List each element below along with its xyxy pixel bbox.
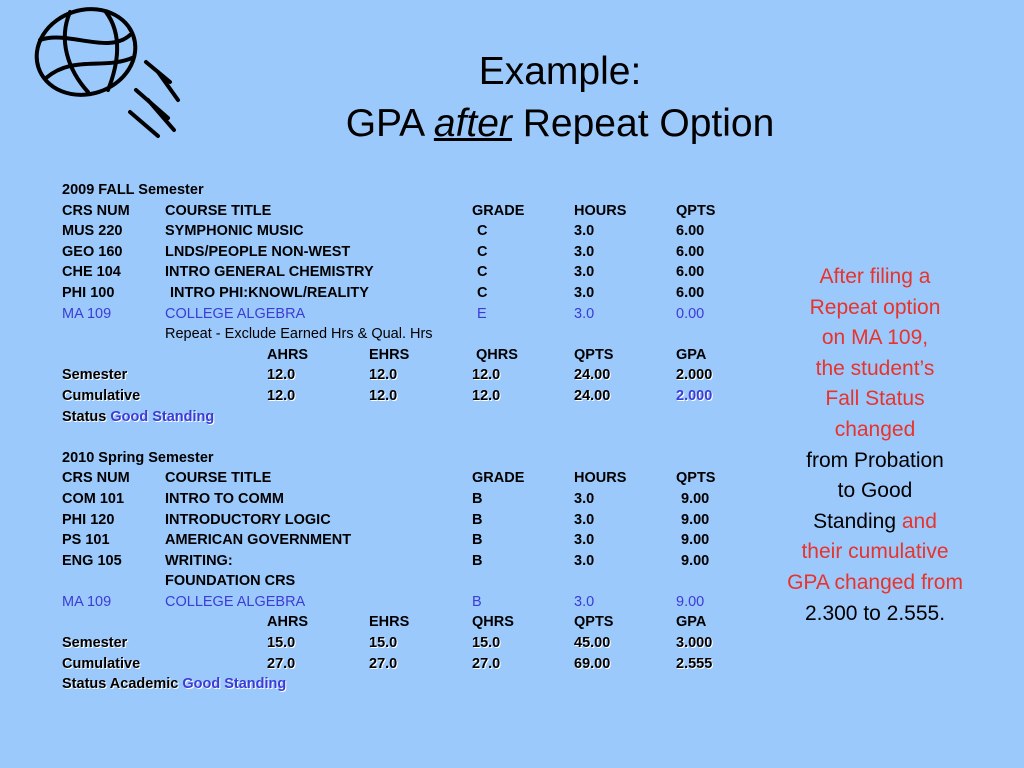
- basketball-icon: [18, 0, 188, 145]
- title-gpa: GPA: [345, 102, 424, 145]
- status-badge: Good Standing: [110, 408, 215, 425]
- title-line-1: Example:: [478, 50, 642, 93]
- title-after: after: [433, 102, 512, 145]
- status-badge: Good Standing: [182, 676, 287, 693]
- title-line-2: [240, 98, 880, 150]
- title-repeat-option: Repeat Option: [522, 102, 775, 145]
- slide-title: [240, 46, 880, 150]
- explanation-note: After filing a Repeat option on MA 109, the student’s Fall Status changed from Probation to Good Standing and their cumulative GPA changed from 2.300 to 2.555.: [787, 265, 963, 625]
